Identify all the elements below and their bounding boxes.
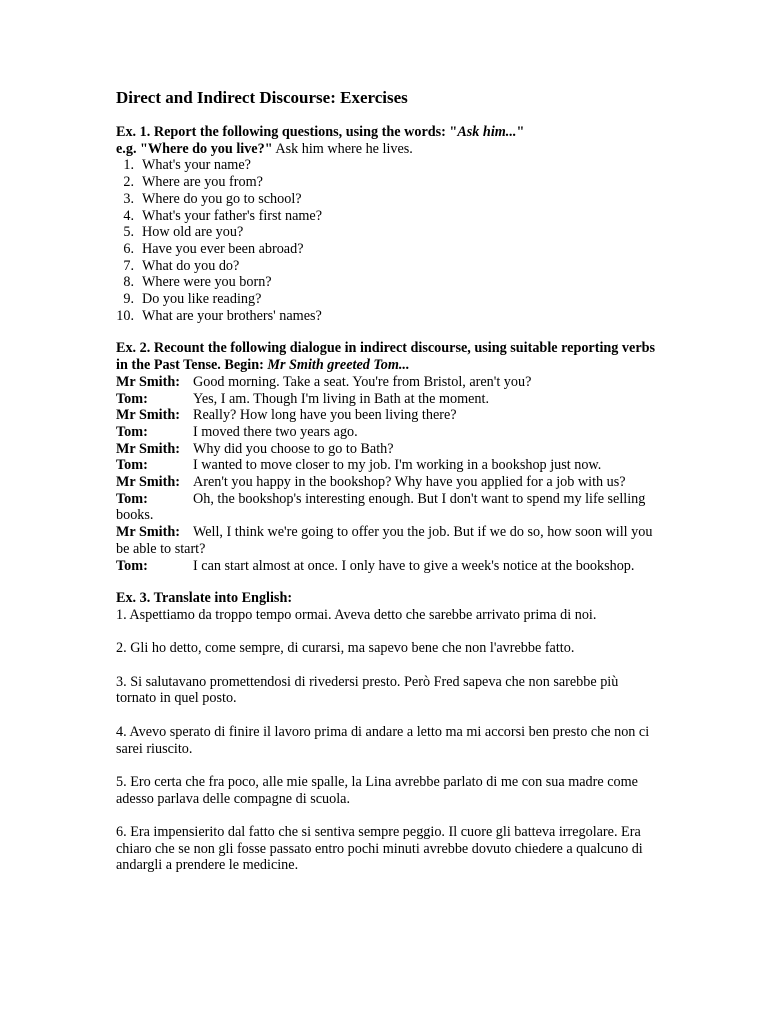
- question-item: [116, 274, 656, 291]
- question-item: [116, 208, 656, 225]
- question-number: 7.: [123, 257, 134, 274]
- question-item: [116, 308, 656, 325]
- exercise-1-heading-italic: Ask him...: [457, 124, 517, 140]
- dialogue-text: Oh, the bookshop's interesting enough. But I don't want to spend my life selling books.: [116, 490, 646, 524]
- question-number: 5.: [123, 224, 134, 241]
- question-text: How old are you?: [142, 224, 244, 241]
- example-label: e.g. "Where do you live?": [116, 140, 273, 157]
- translation-sentence: 6. Era impensierito dal fatto che si sentiva sempre peggio. Il cuore gli batteva irregolare. Era chiaro che se non gli fosse passato entro pochi minuti avrebbe dovuto chiedere a qualcuno di andargli a prendere le medicine.: [116, 824, 643, 874]
- dialogue: [116, 374, 656, 574]
- translation-sentence: 4. Avevo sperato di finire il lavoro prima di andare a letto ma mi accorsi ben presto che non ci sarei riuscito.: [116, 723, 650, 757]
- speaker-name: Tom:: [116, 423, 148, 440]
- dialogue-line: [116, 441, 656, 458]
- exercise-1-heading: [116, 124, 656, 141]
- dialogue-text: Aren't you happy in the bookshop? Why have you applied for a job with us?: [193, 474, 626, 491]
- exercise-1-heading-suffix: ": [516, 124, 525, 140]
- translation-sentence: 1. Aspettiamo da troppo tempo ormai. Aveva detto che sarebbe arrivato prima di noi.: [116, 606, 597, 623]
- exercise-2-heading: [116, 340, 656, 373]
- question-text: What are your brothers' names?: [142, 307, 322, 324]
- question-list: [116, 157, 656, 324]
- speaker-name: Tom:: [116, 490, 148, 507]
- question-text: What's your father's first name?: [142, 207, 323, 224]
- question-number: 4.: [123, 207, 134, 224]
- speaker-name: Tom:: [116, 390, 148, 407]
- question-item: [116, 191, 656, 208]
- example-answer: Ask him where he lives.: [272, 140, 413, 157]
- exercise-3: [116, 590, 656, 874]
- speaker-name: Mr Smith:: [116, 474, 180, 491]
- dialogue-line: [116, 374, 656, 391]
- dialogue-line: [116, 424, 656, 441]
- question-number: 1.: [123, 157, 134, 174]
- question-text: What do you do?: [142, 257, 240, 274]
- translation-sentence: 2. Gli ho detto, come sempre, di curarsi, ma sapevo bene che non l'avrebbe fatto.: [116, 640, 575, 657]
- dialogue-text: Why did you choose to go to Bath?: [193, 440, 394, 457]
- speaker-name: Mr Smith:: [116, 524, 180, 541]
- dialogue-text: Really? How long have you been living there?: [193, 407, 457, 424]
- dialogue-line: [116, 407, 656, 424]
- translation-sentence: 5. Ero certa che fra poco, alle mie spalle, la Lina avrebbe parlato di me con sua madre come adesso parlava delle compagne di scuola.: [116, 773, 638, 807]
- question-item: [116, 174, 656, 191]
- dialogue-line: [116, 391, 656, 408]
- exercise-2: [116, 340, 656, 574]
- question-text: What's your name?: [142, 157, 251, 174]
- speaker-name: Mr Smith:: [116, 440, 180, 457]
- dialogue-line: [116, 457, 656, 474]
- translation-sentence: 3. Si salutavano promettendosi di rivedersi presto. Però Fred sapeva che non sarebbe più tornato in quel posto.: [116, 673, 619, 707]
- question-item: [116, 241, 656, 258]
- dialogue-text: Good morning. Take a seat. You're from Bristol, aren't you?: [193, 373, 532, 390]
- exercise-1: [116, 124, 656, 324]
- question-number: 2.: [123, 174, 134, 191]
- speaker-name: Tom:: [116, 457, 148, 474]
- dialogue-line: [116, 558, 656, 575]
- question-item: [116, 258, 656, 275]
- dialogue-line: [116, 524, 656, 557]
- question-text: Have you ever been abroad?: [142, 240, 304, 257]
- document-body: [116, 88, 656, 874]
- question-item: [116, 224, 656, 241]
- exercise-2-heading-italic: Mr Smith greeted Tom...: [267, 357, 410, 374]
- speaker-name: Mr Smith:: [116, 407, 180, 424]
- question-number: 3.: [123, 190, 134, 207]
- question-number: 8.: [123, 274, 134, 291]
- question-text: Do you like reading?: [142, 291, 262, 308]
- exercise-1-heading-text: Ex. 1. Report the following questions, using the words: ": [116, 124, 458, 140]
- dialogue-text: I moved there two years ago.: [193, 423, 358, 440]
- dialogue-line: [116, 491, 656, 524]
- dialogue-line: [116, 474, 656, 491]
- question-item: [116, 157, 656, 174]
- speaker-name: Tom:: [116, 557, 148, 574]
- question-text: Where were you born?: [142, 274, 272, 291]
- speaker-name: Mr Smith:: [116, 373, 180, 390]
- question-text: Where are you from?: [142, 174, 263, 191]
- dialogue-text: I wanted to move closer to my job. I'm working in a bookshop just now.: [193, 457, 602, 474]
- question-text: Where do you go to school?: [142, 190, 302, 207]
- question-number: 10.: [116, 307, 134, 324]
- question-item: [116, 291, 656, 308]
- exercise-1-example: [116, 141, 656, 158]
- dialogue-text: Yes, I am. Though I'm living in Bath at the moment.: [193, 390, 490, 407]
- page-title: Direct and Indirect Discourse: Exercises: [116, 88, 408, 107]
- exercise-3-heading: Ex. 3. Translate into English:: [116, 590, 293, 607]
- translation-paragraphs: [116, 607, 656, 874]
- question-number: 9.: [123, 291, 134, 308]
- dialogue-text: I can start almost at once. I only have to give a week's notice at the bookshop.: [193, 557, 635, 574]
- dialogue-text: Well, I think we're going to offer you the job. But if we do so, how soon will you be able to start?: [116, 524, 653, 557]
- question-number: 6.: [123, 240, 134, 257]
- exercise-2-heading-text: Ex. 2. Recount the following dialogue in indirect discourse, using suitable reporting verbs in the Past Tense. Begin:: [116, 340, 656, 374]
